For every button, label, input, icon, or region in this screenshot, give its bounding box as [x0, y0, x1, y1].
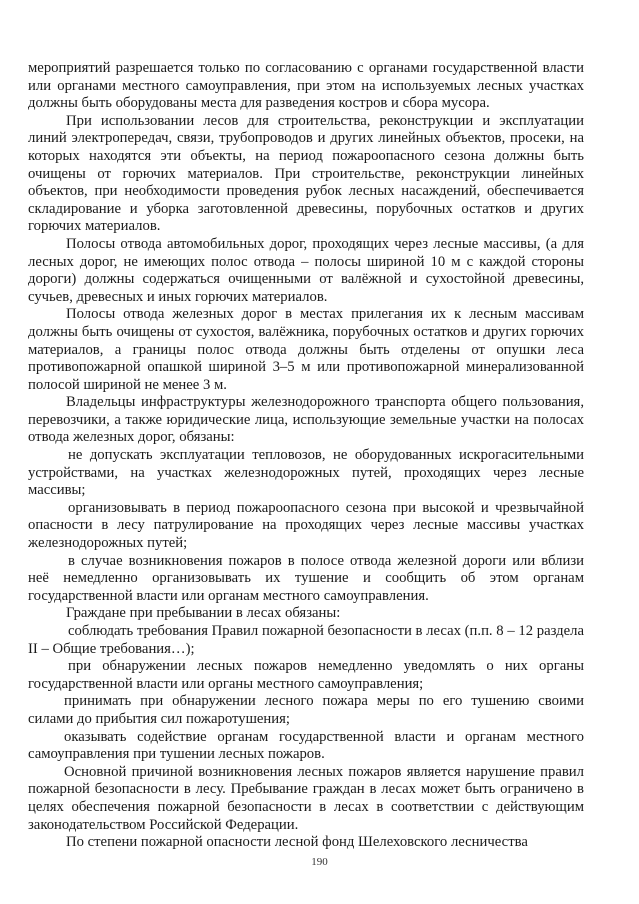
document-body — [28, 60, 584, 852]
paragraph-citizens-duties: Граждане при пребывании в лесах обязаны: — [66, 605, 341, 622]
paragraph-fire-danger-degree: По степени пожарной опасности лесной фонд Шелеховского лесничества — [66, 834, 528, 851]
list-item-fire-response: в случае возникновения пожаров в полосе отвода железной дороги или вблизи неё немедленно организовывать их тушение и сообщить об этом органам государственной власти или органам местного самоуправления. — [28, 552, 584, 604]
list-item-notify: при обнаружении лесных пожаров немедленно уведомлять о них органы государственной власти или органы местного самоуправления; — [28, 658, 584, 692]
paragraph-main-cause: Основной причиной возникновения лесных пожаров является нарушение правил пожарной безопасности в лесу. Пребывание граждан в лесах может быть ограничено в целях обеспечения пожарной безопасности в лесах в соответствии с действующим законодательством Российской Федерации. — [28, 763, 584, 833]
list-item-locomotives: не допускать эксплуатации тепловозов, не оборудованных искрогасительными устройствами, на участках железнодорожных путей, проходящих через лесные массивы; — [28, 447, 584, 499]
paragraph-continuation: мероприятий разрешается только по согласованию с органами государственной власти или органами местного самоуправления, при этом на используемых лесных участках должны быть оборудованы места для разведения костров и сбора мусора. — [28, 60, 584, 112]
list-item-comply-rules: соблюдать требования Правил пожарной безопасности в лесах (п.п. 8 – 12 раздела II – Общие требования…); — [28, 623, 584, 657]
list-item-assist: оказывать содействие органам государственной власти и органам местного самоуправления при тушении лесных пожаров. — [28, 728, 584, 763]
list-item-extinguish: принимать при обнаружении лесного пожара меры по его тушению своими силами до прибытия сил пожаротушения; — [28, 693, 584, 727]
paragraph-railway-owners: Владельцы инфраструктуры железнодорожного транспорта общего пользования, перевозчики, а также юридические лица, использующие земельные участки на полосах отвода железных дорог, обязаны: — [28, 394, 584, 446]
paragraph-railway-strips: Полосы отвода железных дорог в местах прилегания их к лесным массивам должны быть очищены от сухостоя, валёжника, порубочных остатков и других горючих материалов, а границы полос отвода должны быть отделены от опушки леса противопожарной опашкой шириной 3–5 м или противопожарной минерализованной полосой шириной не менее 3 м. — [28, 306, 584, 393]
paragraph-road-strips: Полосы отвода автомобильных дорог, проходящих через лесные массивы, (а для лесных дорог, не имеющих полос отвода – полосы шириной 10 м с каждой стороны дороги) должны содержаться очищенными от валёжной и сухостойной древесины, сучьев, древесных и иных горючих материалов. — [28, 235, 584, 305]
page-number: 190 — [311, 856, 328, 868]
list-item-patrolling: организовывать в период пожароопасного сезона при высокой и чрезвычайной опасности в лесу патрулирование на проходящих через лесные массивы участках железнодорожных путей; — [28, 499, 584, 552]
paragraph-linear-objects: При использовании лесов для строительства, реконструкции и эксплуатации линий электропередач, связи, трубопроводов и других линейных объектов, просеки, на которых находятся эти объекты, на период пожароопасного сезона должны быть очищены от горючих материалов. При строительстве, реконструкции линейных объектов, при необходимости проведения рубок лесных насаждений, обеспечивается складирование и уборка заготовленной древесины, порубочных остатков и других горючих материалов. — [28, 112, 584, 235]
